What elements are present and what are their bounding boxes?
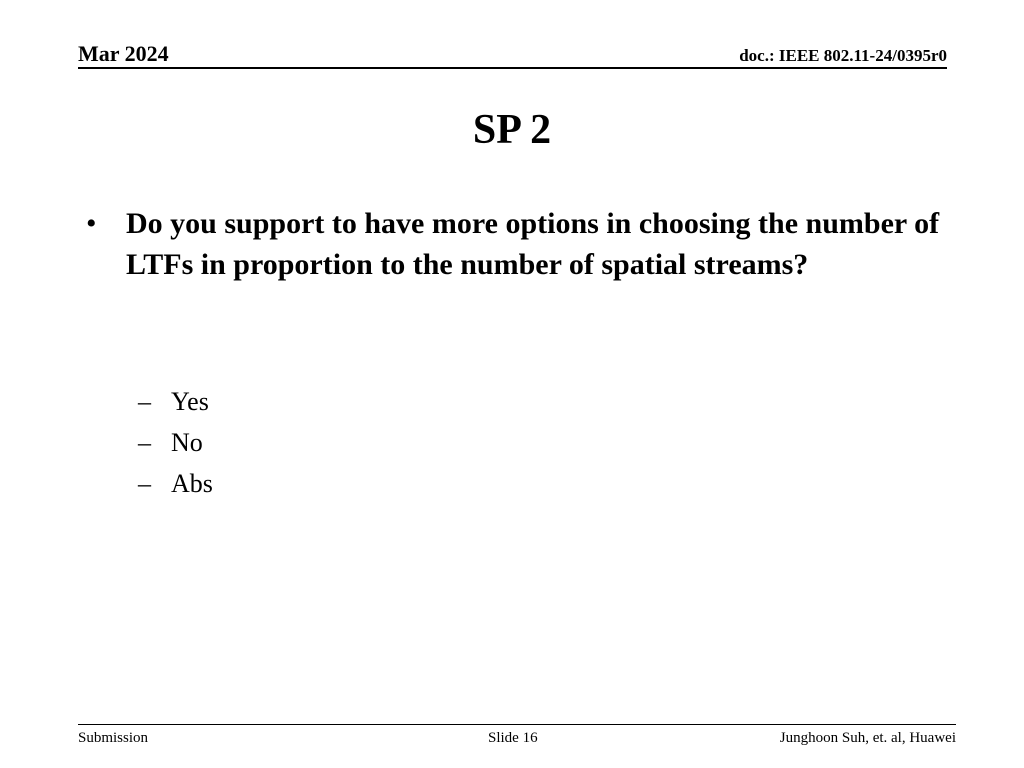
poll-option-label: No: [171, 428, 203, 457]
poll-option-no: [138, 422, 538, 463]
footer-submission: Submission: [78, 730, 149, 746]
footer-divider: [78, 724, 956, 725]
footer-slide-number: Slide 16: [488, 730, 538, 746]
poll-option-yes: [138, 381, 538, 422]
slide-title: SP 2: [472, 107, 552, 153]
dash-icon: –: [138, 387, 151, 416]
dash-icon: –: [138, 428, 151, 457]
header-doc-id: doc.: IEEE 802.11-24/0395r0: [739, 46, 947, 65]
header-date: Mar 2024: [78, 41, 169, 66]
poll-option-label: Abs: [171, 469, 213, 498]
poll-options-list: [138, 381, 538, 504]
bullet-item: [86, 203, 946, 285]
dash-icon: –: [138, 469, 151, 498]
header-divider: [78, 67, 947, 69]
footer-authors: Junghoon Suh, et. al, Huawei: [779, 730, 956, 746]
bullet-point-icon: •: [86, 207, 97, 240]
poll-question: Do you support to have more options in choosing the number of LTFs in proportion to the number of spatial streams?: [126, 207, 940, 281]
poll-option-label: Yes: [171, 387, 209, 416]
poll-option-abstain: [138, 463, 538, 504]
